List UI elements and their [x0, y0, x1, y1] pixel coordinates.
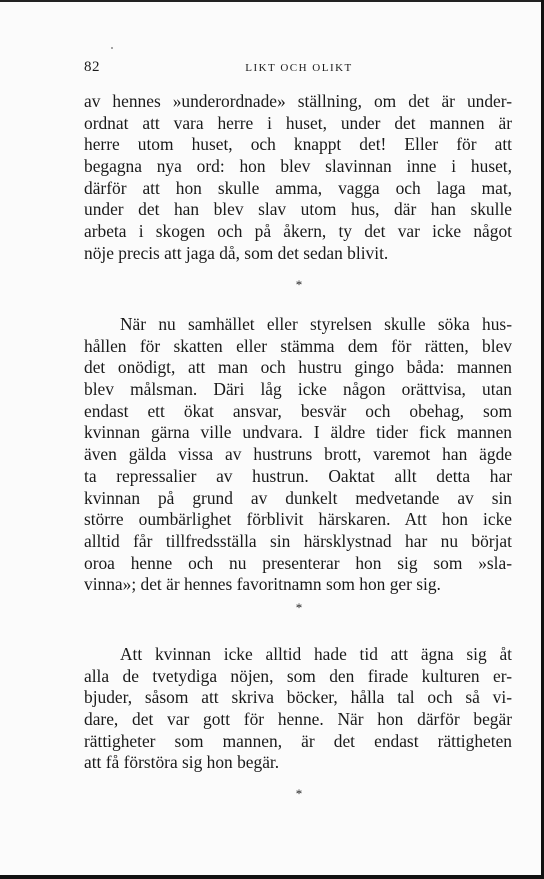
scan-speck — [111, 47, 113, 49]
text-line: av hennes »underordnade» ställning, om det är under- — [84, 91, 512, 111]
text-line: dare, det var gott för henne. När hon därför begär — [84, 709, 512, 730]
section-separator: * — [295, 600, 303, 615]
text-line: nöje precis att jaga då, som det sedan blivit. — [84, 242, 389, 263]
text-line: rättigheter som mannen, är det endast rättigheten — [84, 730, 512, 751]
text-line: det onödigt, att man och hustru gingo båda: mannen — [84, 357, 512, 378]
text-line: När nu samhället eller styrelsen skulle söka hus- — [120, 314, 512, 334]
paragraph-1 — [84, 91, 512, 265]
text-line: alla de tvetydiga nöjen, som den firade kulturen er- — [84, 665, 512, 686]
text-line: herre utom huset, och knappt det! Eller för att — [84, 134, 512, 155]
text-line: kvinnan gärna ville undvara. I äldre tider fick mannen — [84, 422, 512, 443]
paragraph-3 — [84, 644, 512, 774]
scan-edge-top — [0, 0, 544, 2]
text-line: kvinnan på grund av dunkelt medvetande av sin — [84, 487, 512, 508]
paragraph-2 — [84, 314, 512, 596]
text-line: vinna»; det är hennes favoritnamn som hon ger sig. — [84, 574, 441, 595]
text-line: att få förstöra sig hon begär. — [84, 752, 280, 773]
text-line: större oumbärlighet förblivit härskaren. Att hon icke — [84, 509, 512, 530]
text-line: även gälda vissa av hustruns brott, varemot han ägde — [84, 444, 512, 465]
text-line: endast ett ökat ansvar, besvär och obehag, som — [84, 400, 512, 421]
section-separator: * — [295, 277, 303, 292]
text-line: därför att hon skulle amma, vagga och laga mat, — [84, 177, 512, 198]
text-line: ordnat att vara herre i huset, under det mannen är — [84, 112, 512, 133]
text-line: Att kvinnan icke alltid hade tid att ägna sig åt — [120, 644, 512, 664]
scan-edge-bottom — [0, 875, 544, 879]
text-line: arbeta i skogen och på åkern, ty det var icke något — [84, 221, 512, 242]
running-title: LIKT OCH OLIKT — [245, 62, 353, 74]
text-line: ta repressalier av hustrun. Oaktat allt detta har — [84, 465, 512, 486]
text-line: oroa henne och nu presenterar hon sig som »sla- — [84, 552, 512, 573]
page-number: 82 — [84, 59, 100, 75]
text-line: under det han blev slav utom hus, där han skulle — [84, 199, 512, 220]
text-line: alltid får tillfredsställa sin härsklystnad har nu börjat — [84, 530, 512, 551]
text-line: hållen för skatten eller stämma dem för rätten, blev — [84, 335, 512, 356]
section-separator: * — [295, 786, 303, 801]
text-line: begagna nya ord: hon blev slavinnan inne i huset, — [84, 156, 512, 177]
text-line: bjuder, såsom att skriva böcker, hålla tal och så vi- — [84, 687, 512, 708]
text-line: blev målsman. Däri låg icke någon orättvisa, utan — [84, 379, 512, 400]
